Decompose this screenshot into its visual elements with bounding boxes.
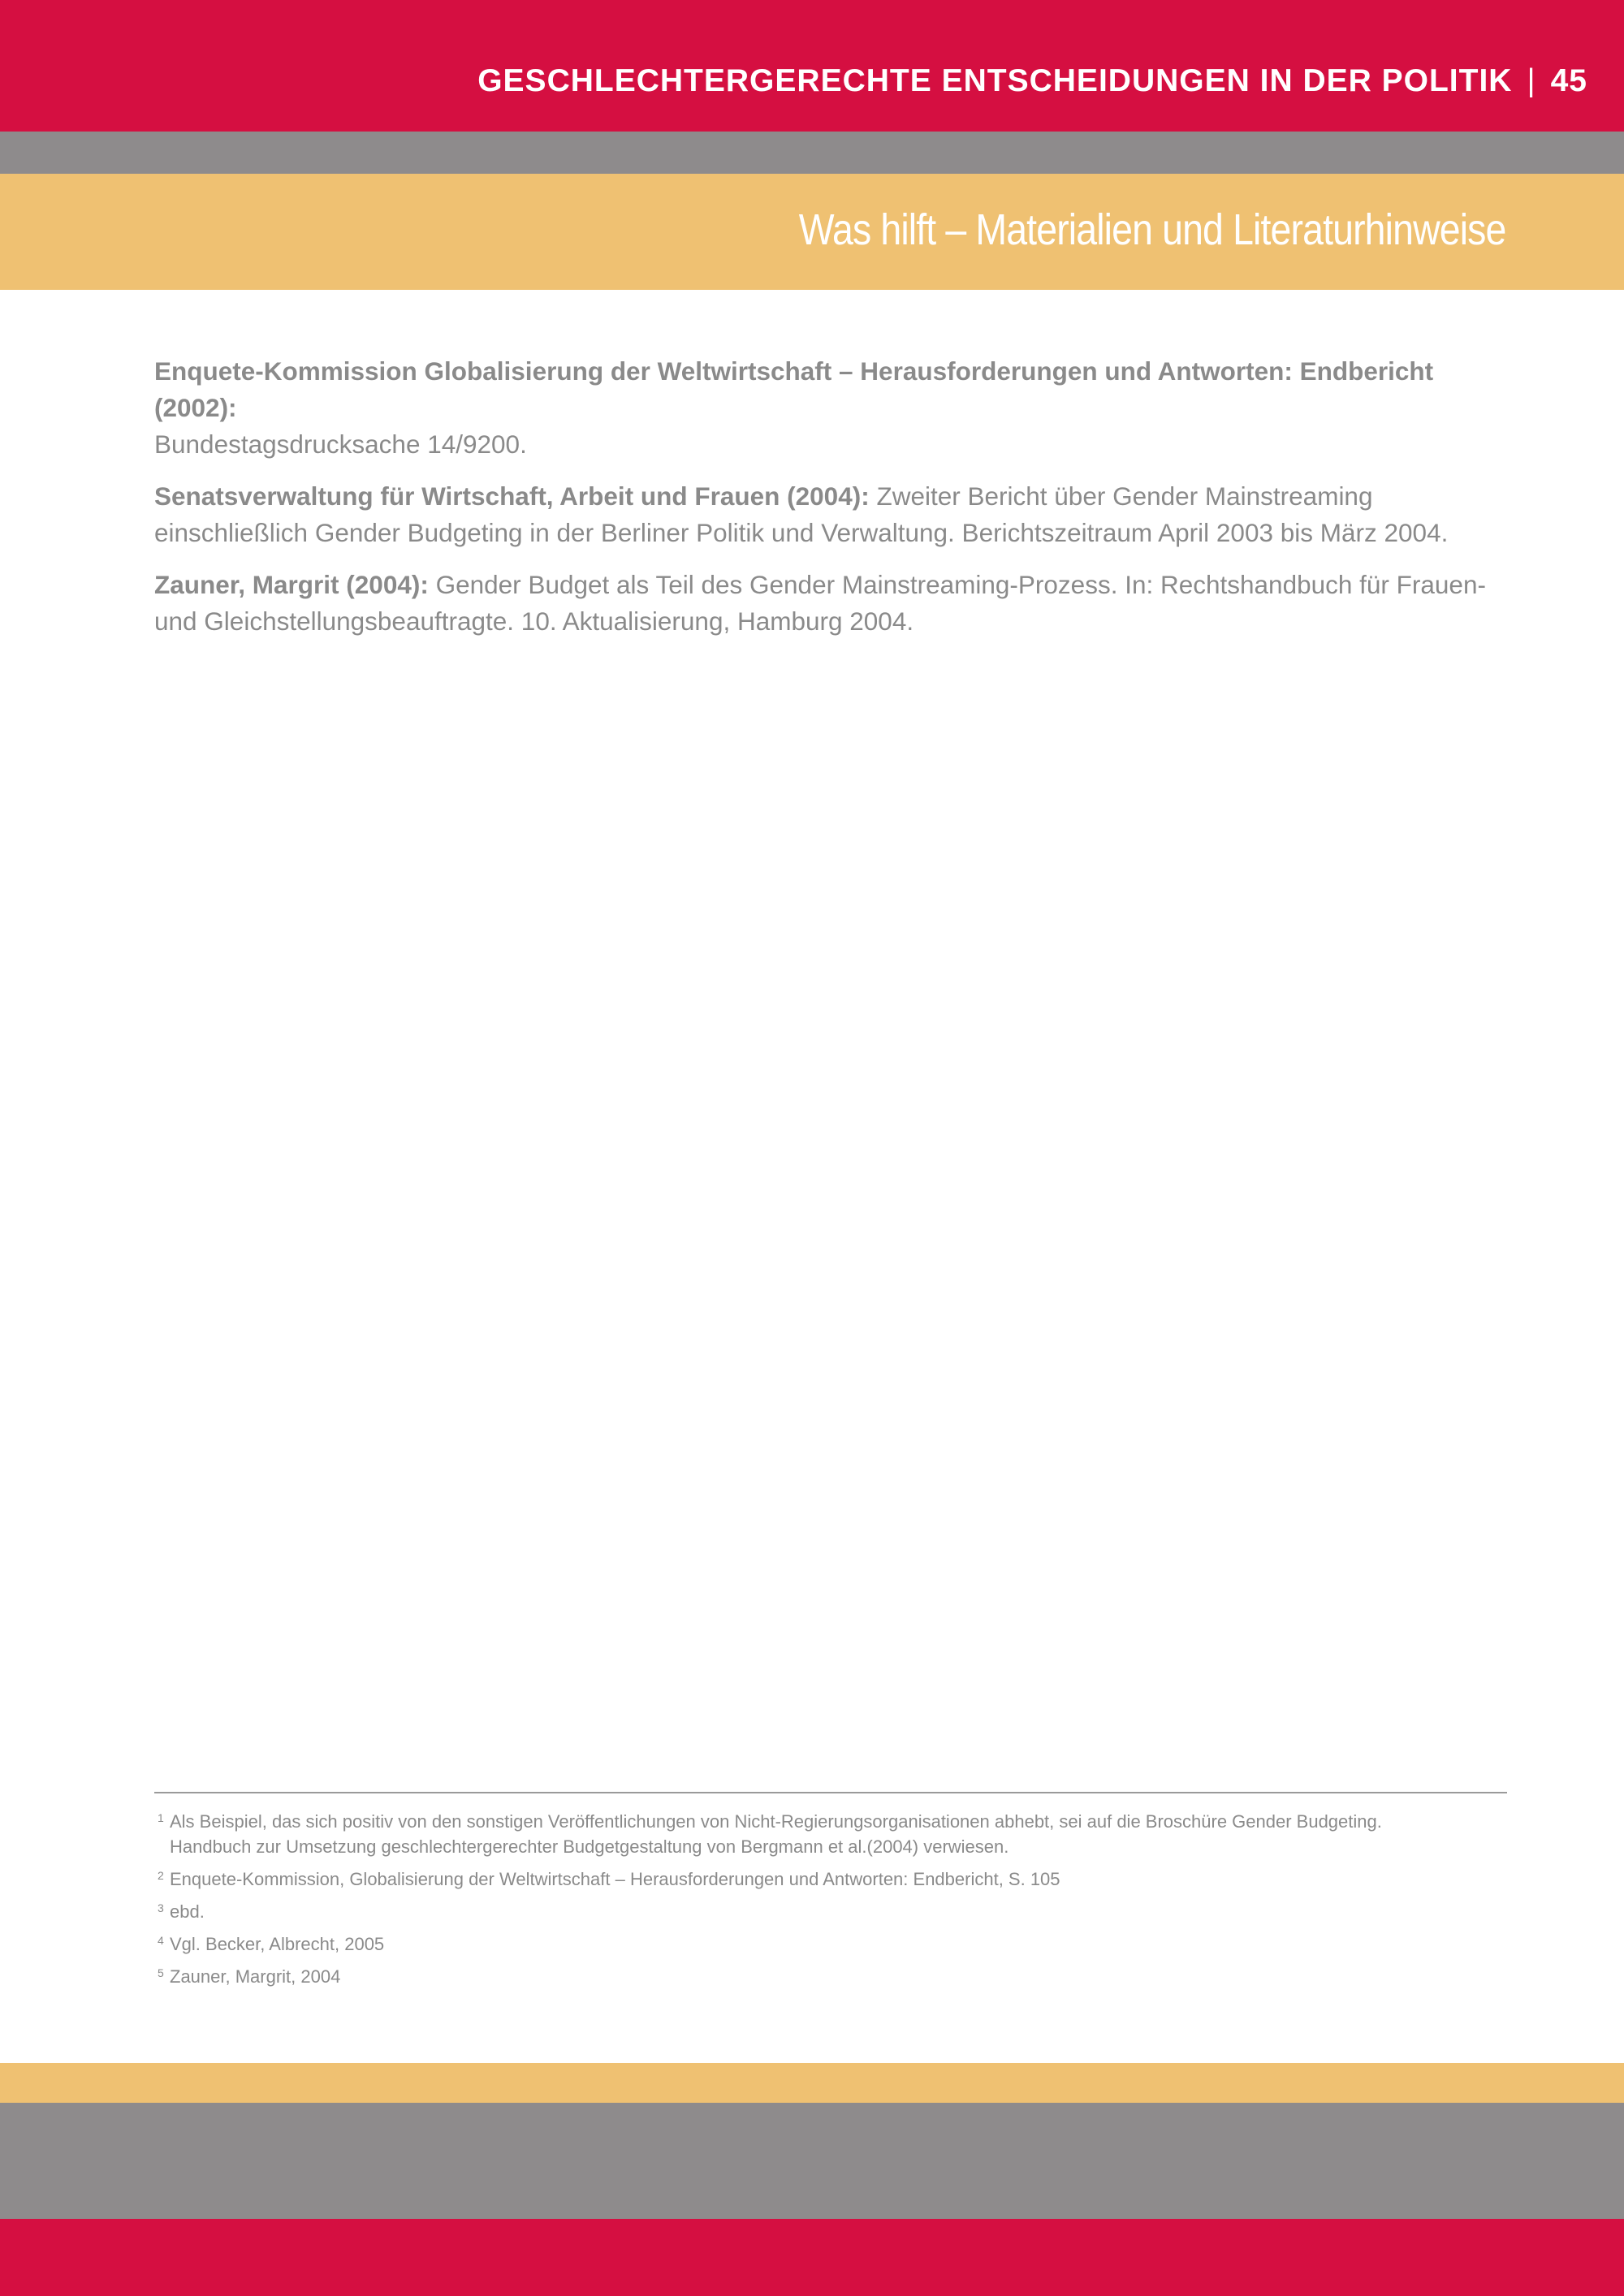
- footnote-item: [154, 1867, 1507, 1892]
- reference-text: Bundestagsdrucksache 14/9200.: [154, 429, 527, 459]
- header-separator: |: [1527, 63, 1536, 98]
- running-header: [477, 63, 1587, 99]
- section-title: Was hilft – Materialien und Literaturhinweise: [799, 205, 1506, 254]
- footnote-number: 1: [158, 1811, 164, 1824]
- footer-red-band: [0, 2219, 1624, 2296]
- page-number: 45: [1550, 63, 1587, 98]
- reference-text: Zweiter Bericht über Gender Mainstreaming einschließlich Gender Budgeting in der Berliner Politik und Verwaltung. Berichtszeitraum April 2003 bis März 2004.: [154, 481, 1449, 547]
- footnote-text-line: Handbuch zur Umsetzung geschlechtergerechter Budgetgestaltung von Bergmann et al.(2004) verwiesen.: [170, 1836, 1009, 1857]
- footnote-text: Enquete-Kommission, Globalisierung der Weltwirtschaft – Herausforderungen und Antworten: Endbericht, S. 105: [170, 1869, 1060, 1889]
- footnote-list: [154, 1809, 1507, 1996]
- footnote-text: [170, 1809, 1507, 1859]
- reference-list: [154, 353, 1518, 655]
- running-title: GESCHLECHTERGERECHTE ENTSCHEIDUNGEN IN DER POLITIK: [477, 63, 1513, 98]
- footnote-text: ebd.: [170, 1901, 205, 1922]
- footnote-number: 4: [158, 1934, 164, 1947]
- footnote-text: Zauner, Margrit, 2004: [170, 1966, 341, 1987]
- reference-item: [154, 567, 1518, 640]
- footnote-number: 3: [158, 1901, 164, 1914]
- footnote-text-line: Als Beispiel, das sich positiv von den sonstigen Veröffentlichungen von Nicht-Regierungsorganisationen abhebt, sei auf die Broschüre Gender Budgeting.: [170, 1811, 1382, 1832]
- footnote-number: 2: [158, 1869, 164, 1882]
- footnote-divider: [154, 1792, 1507, 1793]
- footer-grey-band: [0, 2103, 1624, 2219]
- reference-text: Gender Budget als Teil des Gender Mainstreaming-Prozess. In: Rechtshandbuch für Frauen- und Gleichstellungsbeauftragte. 10. Aktualisierung, Hamburg 2004.: [154, 570, 1486, 636]
- header-grey-band: [0, 132, 1624, 174]
- reference-author: Senatsverwaltung für Wirtschaft, Arbeit und Frauen (2004):: [154, 481, 870, 511]
- footnote-item: [154, 1931, 1507, 1957]
- footnote-number: 5: [158, 1966, 164, 1979]
- footnote-item: [154, 1964, 1507, 1989]
- reference-author: Enquete-Kommission Globalisierung der Weltwirtschaft – Herausforderungen und Antworten: Endbericht (2002):: [154, 356, 1434, 422]
- footnote-item: [154, 1899, 1507, 1924]
- reference-item: [154, 353, 1518, 463]
- footnote-text: Vgl. Becker, Albrecht, 2005: [170, 1934, 385, 1954]
- reference-author: Zauner, Margrit (2004):: [154, 570, 429, 599]
- footnote-item: [154, 1809, 1507, 1859]
- reference-item: [154, 478, 1518, 551]
- footer-yellow-band: [0, 2063, 1624, 2103]
